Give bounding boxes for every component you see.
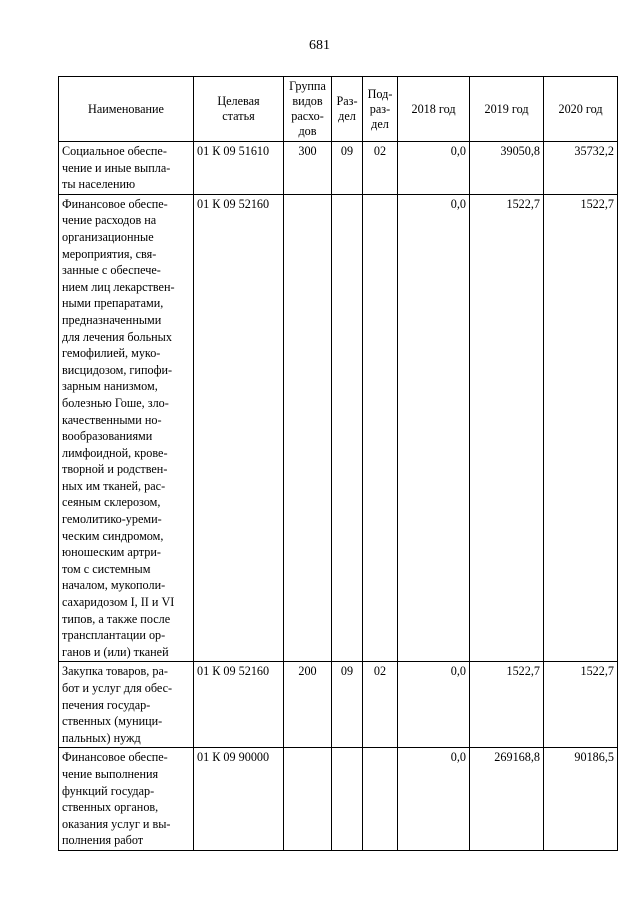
header-text-line: дов bbox=[298, 124, 317, 138]
cell-target-article: 01 К 09 52160 bbox=[194, 662, 284, 748]
name-text-line: сахаридозом I, II и VI bbox=[62, 595, 175, 610]
cell-name bbox=[59, 662, 194, 748]
cell-2019: 269168,8 bbox=[470, 748, 544, 851]
table-row bbox=[59, 748, 618, 851]
name-text-line: оказания услуг и вы- bbox=[62, 816, 171, 831]
cell-subsection: 02 bbox=[363, 142, 398, 195]
header-2019 bbox=[470, 77, 544, 142]
cell-section: 09 bbox=[332, 662, 363, 748]
header-text-line: Под- bbox=[367, 86, 393, 101]
table-row bbox=[59, 194, 618, 662]
name-text-line: качественными но- bbox=[62, 412, 162, 427]
header-name bbox=[59, 77, 194, 142]
cell-section bbox=[332, 194, 363, 662]
cell-target-article: 01 К 09 51610 bbox=[194, 142, 284, 195]
header-text-line: 2020 год bbox=[558, 101, 603, 116]
header-text-line: Целевая bbox=[217, 94, 260, 108]
header-text-line: Наименование bbox=[88, 101, 164, 116]
header-expense-group bbox=[284, 77, 332, 142]
name-text-line: занные с обеспече- bbox=[62, 263, 161, 278]
header-text-line: дел bbox=[371, 116, 389, 131]
name-text-line: бот и услуг для обес- bbox=[62, 681, 173, 695]
cell-name bbox=[59, 194, 194, 662]
table-row bbox=[59, 662, 618, 748]
header-target-article bbox=[194, 77, 284, 142]
name-text-line: печения государ- bbox=[62, 697, 151, 712]
cell-section bbox=[332, 748, 363, 851]
name-text-line: том с системным bbox=[62, 561, 151, 576]
name-text-line: ческим синдромом, bbox=[62, 528, 164, 543]
name-text-line: чение и иные выпла- bbox=[62, 160, 171, 175]
cell-2019: 1522,7 bbox=[470, 662, 544, 748]
cell-2018: 0,0 bbox=[398, 142, 470, 195]
name-text-line: Финансовое обеспе- bbox=[62, 750, 168, 765]
header-2018 bbox=[398, 77, 470, 142]
cell-2020: 1522,7 bbox=[544, 194, 618, 662]
name-text-line: для лечения больных bbox=[62, 329, 172, 344]
cell-expense-group: 300 bbox=[284, 142, 332, 195]
page-number: 681 bbox=[309, 38, 330, 53]
cell-subsection bbox=[363, 194, 398, 662]
name-text-line: Финансовое обеспе- bbox=[62, 196, 168, 211]
name-text-line: ты населению bbox=[62, 177, 136, 192]
name-text-line: висцидозом, гипофи- bbox=[62, 362, 173, 377]
name-text-line: началом, мукополи- bbox=[62, 578, 166, 593]
header-text-line: 2019 год bbox=[484, 101, 529, 116]
cell-name bbox=[59, 142, 194, 195]
name-text-line: Закупка товаров, ра- bbox=[62, 664, 168, 679]
cell-expense-group bbox=[284, 748, 332, 851]
budget-table bbox=[58, 76, 618, 851]
name-text-line: полнения работ bbox=[62, 833, 144, 848]
name-text-line: Социальное обеспе- bbox=[62, 144, 167, 158]
cell-target-article: 01 К 09 90000 bbox=[194, 748, 284, 851]
name-text-line: чение выполнения bbox=[62, 766, 159, 781]
header-subsection bbox=[363, 77, 398, 142]
name-text-line: зарным нанизмом, bbox=[62, 379, 158, 394]
name-text-line: пальных) нужд bbox=[62, 730, 141, 745]
name-text-line: ных им тканей, рас- bbox=[62, 478, 166, 493]
name-text-line: предназначенными bbox=[62, 312, 162, 327]
name-text-line: лимфоидной, крове- bbox=[62, 445, 168, 460]
header-text-line: видов bbox=[292, 94, 323, 108]
cell-2020: 90186,5 bbox=[544, 748, 618, 851]
name-text-line: ными препаратами, bbox=[62, 296, 164, 311]
name-text-line: гемофилией, муко- bbox=[62, 346, 161, 361]
cell-2018: 0,0 bbox=[398, 662, 470, 748]
cell-target-article: 01 К 09 52160 bbox=[194, 194, 284, 662]
header-text-line: Раз- bbox=[336, 94, 358, 108]
cell-2019: 1522,7 bbox=[470, 194, 544, 662]
name-text-line: трансплантации ор- bbox=[62, 628, 166, 643]
table-body bbox=[59, 142, 618, 851]
name-text-line: юношеским артри- bbox=[62, 545, 161, 560]
cell-subsection bbox=[363, 748, 398, 851]
header-2020 bbox=[544, 77, 618, 142]
name-text-line: типов, а также после bbox=[62, 611, 171, 626]
header-text-line: дел bbox=[338, 109, 356, 123]
cell-2019: 39050,8 bbox=[470, 142, 544, 195]
name-text-line: ственных (муници- bbox=[62, 714, 163, 729]
name-text-line: сеяным склерозом, bbox=[62, 495, 161, 510]
cell-section: 09 bbox=[332, 142, 363, 195]
name-text-line: гемолитико-уреми- bbox=[62, 512, 162, 527]
name-text-line: ственных органов, bbox=[62, 800, 159, 815]
name-text-line: организационные bbox=[62, 229, 154, 244]
header-text-line: расхо- bbox=[291, 109, 324, 123]
cell-2020: 1522,7 bbox=[544, 662, 618, 748]
name-text-line: нием лиц лекарствен- bbox=[62, 279, 175, 294]
cell-2018: 0,0 bbox=[398, 194, 470, 662]
header-row bbox=[59, 77, 618, 142]
name-text-line: творной и родствен- bbox=[62, 462, 168, 477]
header-text-line: статья bbox=[222, 109, 255, 123]
name-text-line: мероприятия, свя- bbox=[62, 246, 157, 261]
header-text-line: раз- bbox=[369, 101, 391, 116]
name-text-line: чение расходов на bbox=[62, 213, 157, 228]
header-text-line: 2018 год bbox=[411, 101, 456, 116]
name-text-line: функций государ- bbox=[62, 783, 155, 798]
cell-expense-group: 200 bbox=[284, 662, 332, 748]
cell-name bbox=[59, 748, 194, 851]
cell-2020: 35732,2 bbox=[544, 142, 618, 195]
name-text-line: ганов и (или) тканей bbox=[62, 644, 169, 659]
table-row bbox=[59, 142, 618, 195]
header-section bbox=[332, 77, 363, 142]
cell-2018: 0,0 bbox=[398, 748, 470, 851]
cell-subsection: 02 bbox=[363, 662, 398, 748]
name-text-line: болезнью Гоше, зло- bbox=[62, 395, 169, 410]
cell-expense-group bbox=[284, 194, 332, 662]
name-text-line: вообразованиями bbox=[62, 429, 153, 444]
header-text-line: Группа bbox=[289, 79, 326, 93]
